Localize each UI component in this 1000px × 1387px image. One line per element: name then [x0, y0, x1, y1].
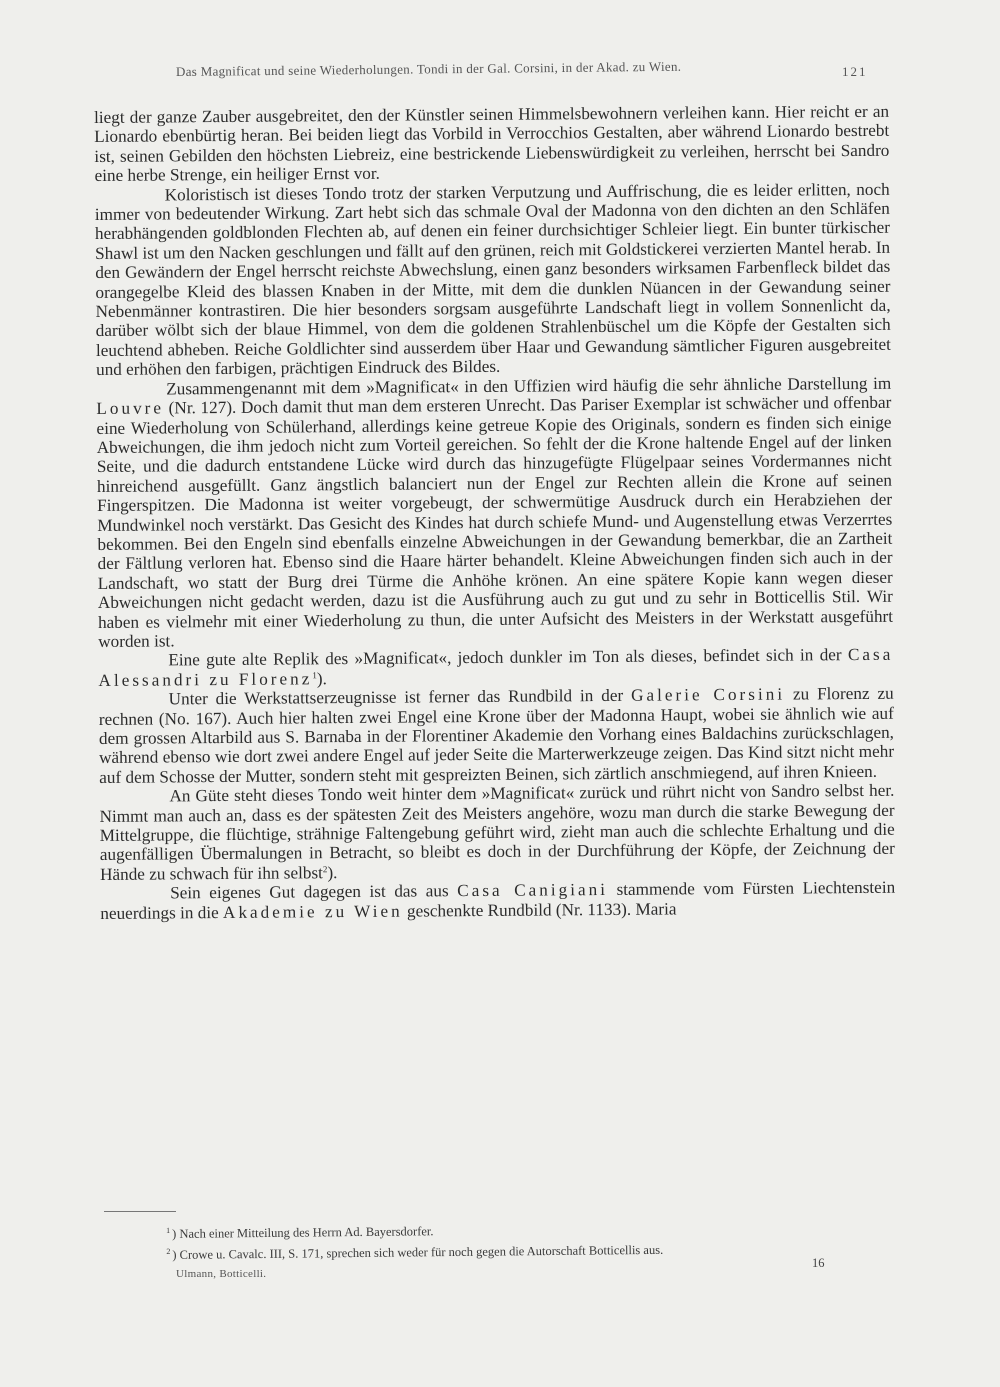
- paragraph-7-text-c: geschenkte Rundbild (Nr. 1133). Maria: [402, 899, 677, 921]
- footnote-1-text: ) Nach einer Mitteilung des Herrn Ad. Bayersdorfer.: [172, 1224, 434, 1241]
- paragraph-6-text-a: An Güte steht dieses Tondo weit hinter dem »Magnificat« zurück und rührt nicht von Sandro selbst her. Nimmt man auch an, dass es der spätesten Zeit des Meisters angehöre, wozu man durch die starke Bewegung der Mittelgruppe, die flüchtige, strähnige Faltengebung geführt wird, zieht man auch die schlechte Erhaltung und die augenfälligen Übermalungen in Betracht, so bleibt es doch in der Durchführung der Köpfe, der Zeichnung der Hände zu schwach für ihn selbst: [99, 780, 895, 884]
- paragraph-3-text-b: (Nr. 127). Doch damit thut man dem ersteren Unrecht. Das Pariser Exemplar ist schwächer und offenbar eine Wiederholung von Schülerhand, allerdings keine getreue Kopie des Originals, sondern es finden sich einige Abweichungen, die ihm jedoch nicht zum Vorteil gereichen. So fehlt der die Krone haltende Engel auf der linken Seite, und die dadurch entstandene Lücke wird durch das hinzugefügte Flügelpaar seines Vordermannes nicht hinreichend ausgefüllt. Ganz ängstlich balanciert nun der Engel zur Rechten allein die Krone auf seinen Fingerspitzen. Die Madonna ist weiter vorgebeugt, der schwermütige Ausdruck durch ein Herabziehen der Mundwinkel noch verstärkt. Das Gesicht des Kindes hat durch schiefe Mund- und Augenstellung etwas Verzerrtes bekommen. Bei den Engeln sind ebenfalls einzelne Abweichungen in der Gewandung bemerkbar, die an Zartheit der Fältlung verloren hat. Ebenso sind die Haare härter behandelt. Kleine Abweichungen finden sich auch in der Landschaft, wo statt der Burg drei Türme die Anhöhe krönen. An eine spätere Kopie kann wegen dieser Abweichungen nicht gedacht werden, dazu ist die Ausführung auch zu gut und zu sehr in Botticellis Stil. Wir haben es vielmehr mit einer Wiederholung zu thun, die unter Aufsicht des Meisters in der Werkstatt ausgeführt worden ist.: [96, 392, 894, 651]
- emphasis-casa-alessandri: Casa Alessandri zu Florenz: [98, 645, 894, 690]
- emphasis-galerie-corsini: Galerie Corsini: [630, 684, 786, 705]
- paragraph-2: Koloristisch ist dieses Tondo trotz der starken Verputzung und Auffrischung, die es leider erlitten, noch immer von bedeutender Wirkung. Zart hebt sich das schmale Oval der Madonna von den dichten an den Schläfen herabhängenden goldblonden Flechten ab, auf denen ein feiner durchsichtiger Schleier liegt. Ein bunter türkischer Shawl ist um den Nacken geschlungen und fällt auf den grünen, reich mit Goldstickerei verzierten Mantel herab. In den Gewändern der Engel herrscht reichste Abwechslung, einen ganz besonders wirksamen Farbenfleck bildet das orangegelbe Kleid des blassen Knaben in der Mitte, mit dem die dunklen Nüancen in der Gewandung seiner Nebenmänner kontrastiren. Die hier besonders sorgsam ausgeführte Landschaft liegt in vollem Sonnenlicht da, darüber wölbt sich der blaue Himmel, von dem die goldenen Strahlenbüschel um die Köpfe der Gestalten sich leuchtend abheben. Reiche Goldlichter sind ausserdem über Haar und Gewandung sämtlicher Figuren ausgebreitet und erhöhen den farbigen, prächtigen Eindruck des Bildes.: [94, 179, 891, 380]
- body-text: [94, 102, 895, 923]
- footnote-ref-2[interactable]: 2: [322, 864, 328, 875]
- paragraph-6: [99, 781, 895, 884]
- paragraph-5: [99, 684, 895, 787]
- page-number: 121: [842, 64, 868, 79]
- paragraph-7: [100, 878, 895, 923]
- paragraph-5-text-a: Unter die Werkstattserzeugnisse ist ferner das Rundbild in der: [168, 685, 632, 709]
- paragraph-5-text-b: zu Florenz zu rechnen (No. 167). Auch hier halten zwei Engel eine Krone über der Madonna Haupt, wobei sie ähnlich wie auf dem grossen Altarbild aus S. Barnaba in der Florentiner Akademie den Vorhang eines Baldachins zurückschlagen, während ebenso wie dort zwei andere Engel auf jeder Seite die Marterwerkzeuge zeigen. Das Kind sitzt nicht mehr auf dem Schosse der Mutter, sondern steht mit gespreizten Beinen, sich zärtlich anschmiegend, auf ihren Knieen.: [98, 683, 895, 787]
- paragraph-3: [96, 373, 893, 651]
- running-head: Das Magnificat und seine Wiederholungen. Tondi in der Gal. Corsini, in der Akad. zu Wien.: [175, 58, 682, 79]
- publisher-line: Ulmann, Botticelli.: [176, 1268, 267, 1280]
- paragraph-4: [98, 645, 893, 690]
- paragraph-4-text-a: Eine gute alte Replik des »Magnificat«, jedoch dunkler im Ton als dieses, befindet sich in der: [168, 645, 848, 670]
- footnotes: [166, 1215, 806, 1264]
- emphasis-casa-canigiani: Casa Canigiani: [457, 880, 609, 901]
- paragraph-4-text-b: ).: [316, 668, 327, 689]
- page-header: [0, 58, 1000, 86]
- emphasis-louvre: Louvre: [96, 398, 165, 419]
- paragraph-7-text-a: Sein eigenes Gut dagegen ist das aus: [170, 881, 458, 903]
- paragraph-7-text-b: stammende vom Fürsten Liechtenstein neuerdings in die: [100, 877, 896, 923]
- paragraph-3-text-a: Zusammengenannt mit dem »Magnificat« in den Uffizien wird häufig die sehr ähnliche Darstellung im: [166, 373, 892, 399]
- signature-mark: 16: [812, 1256, 825, 1270]
- emphasis-akademie-wien: Akademie zu Wien: [222, 901, 403, 922]
- footnote-2-mark: 2: [166, 1246, 171, 1256]
- footnote-1-mark: 1: [166, 1225, 171, 1235]
- paragraph-6-text-b: ).: [327, 862, 338, 883]
- footnote-divider: [104, 1211, 176, 1212]
- footnote-2-text: ) Crowe u. Cavalc. III, S. 171, sprechen sich weder für noch gegen die Autorschaft Botticellis aus.: [172, 1242, 664, 1262]
- footnote-ref-1[interactable]: 1: [312, 670, 317, 681]
- paragraph-1: liegt der ganze Zauber ausgebreitet, den der Künstler seinen Himmelsbewohnern verleihen kann. Hier reicht er an Lionardo ebenbürtig heran. Bei beiden liegt das Vorbild in Verrocchios Gestalten, aber während Lionardo bestrebt ist, seinen Gebilden den höchsten Liebreiz, eine bestrickende Liebenswürdigkeit zu verleihen, herrscht bei Sandro eine herbe Strenge, ein heiliger Ernst vor.: [94, 101, 890, 186]
